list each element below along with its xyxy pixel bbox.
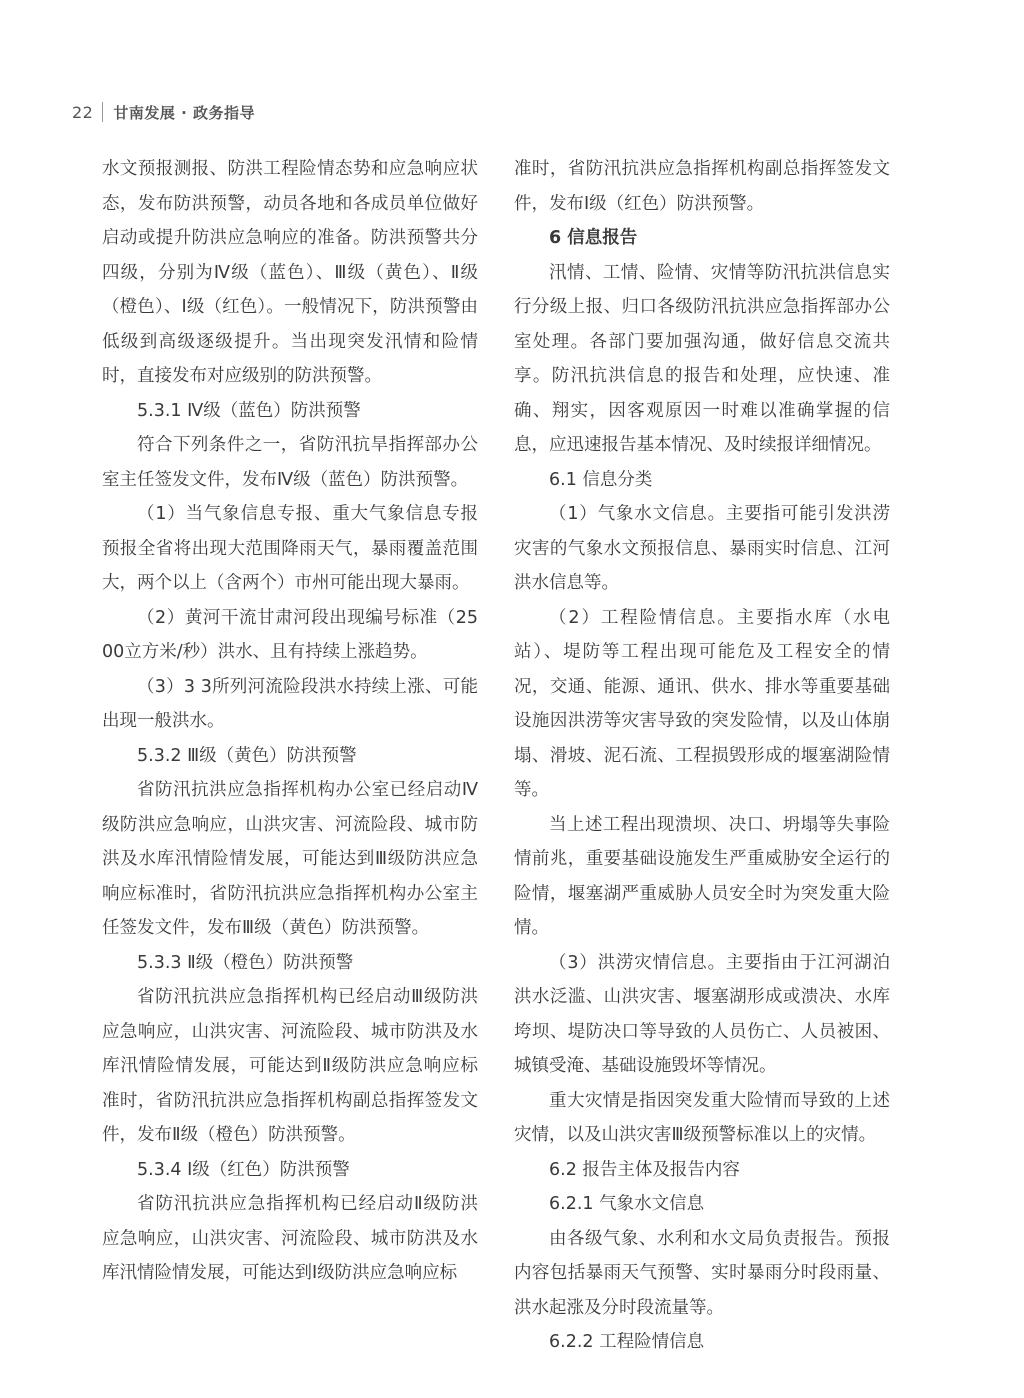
section-heading: 5.3.3 Ⅱ级（橙色）防洪预警 (137, 952, 354, 973)
header-divider (102, 102, 103, 122)
paragraph: 汛情、工情、险情、灾情等防汛抗洪信息实行分级上报、归口各级防汛抗洪应急指挥部办公室处理。各部门要加强沟通，做好信息交流共享。防汛抗洪信息的报告和处理，应快速、准确、翔实，因客观原因一时难以准确掌握的信息，应迅速报告基本情况、及时续报详细情况。 (514, 262, 890, 455)
paragraph: （1）气象水文信息。主要指可能引发洪涝灾害的气象水文预报信息、暴雨实时信息、江河洪水信息等。 (514, 504, 890, 593)
paragraph: 省防汛抗洪应急指挥机构已经启动Ⅲ级防洪应急响应，山洪灾害、河流险段、城市防洪及水库汛情险情发展，可能达到Ⅱ级防洪应急响应标准时，省防汛抗洪应急指挥机构副总指挥签发文件，发布Ⅱ级（橙色）防洪预警。 (102, 987, 478, 1145)
section-heading: 6.1 信息分类 (549, 469, 653, 490)
section-heading: 5.3.1 Ⅳ级（蓝色）防洪预警 (137, 400, 361, 421)
running-header (72, 100, 255, 124)
section-heading: 5.3.4 Ⅰ级（红色）防洪预警 (137, 1159, 350, 1180)
section-heading: 6.2.2 工程险情信息 (549, 1332, 705, 1352)
paragraph: （3）洪涝灾情信息。主要指由于江河湖泊洪水泛滥、山洪灾害、堰塞湖形成或溃决、水库垮坝、堤防决口等导致的人员伤亡、人员被困、城镇受淹、基础设施毁坏等情况。 (514, 952, 890, 1076)
paragraph: 省防汛抗洪应急指挥机构已经启动Ⅱ级防洪应急响应，山洪灾害、河流险段、城市防洪及水库汛情险情发展，可能达到Ⅰ级防洪应急响应标 (102, 1194, 478, 1283)
paragraph: （2）黄河干流甘肃河段出现编号标准（2500立方米/秒）洪水、且有持续上涨趋势。 (102, 607, 478, 662)
paragraph: （3）3 3所列河流险段洪水持续上涨、可能出现一般洪水。 (102, 676, 478, 731)
paragraph: 符合下列条件之一，省防汛抗旱指挥部办公室主任签发文件，发布Ⅳ级（蓝色）防洪预警。 (102, 435, 478, 490)
paragraph: 重大灾情是指因突发重大险情而导致的上述灾情，以及山洪灾害Ⅲ级预警标准以上的灾情。 (514, 1090, 890, 1145)
paragraph: （1）当气象信息专报、重大气象信息专报预报全省将出现大范围降雨天气，暴雨覆盖范围大，两个以上（含两个）市州可能出现大暴雨。 (102, 504, 478, 593)
paragraph: 当上述工程出现溃坝、决口、坍塌等失事险情前兆，重要基础设施发生严重威胁安全运行的险情，堰塞湖严重威胁人员安全时为突发重大险情。 (514, 814, 890, 938)
page-number: 22 (72, 102, 94, 122)
paragraph: 准时，省防汛抗洪应急指挥机构副总指挥签发文件，发布Ⅰ级（红色）防洪预警。 (514, 159, 890, 214)
section-heading: 6.2 报告主体及报告内容 (549, 1159, 740, 1180)
section-heading: 6.2.1 气象水文信息 (549, 1194, 705, 1214)
publication-title: 甘南发展 · 政务指导 (113, 103, 256, 122)
paragraph: 省防汛抗洪应急指挥机构办公室已经启动Ⅳ级防洪应急响应，山洪灾害、河流险段、城市防洪及水库汛情险情发展，可能达到Ⅲ级防洪应急响应标准时，省防汛抗洪应急指挥机构办公室主任签发文件，发布Ⅲ级（黄色）防洪预警。 (102, 780, 478, 938)
paragraph: （2）工程险情信息。主要指水库（水电站）、堤防等工程出现可能危及工程安全的情况，交通、能源、通讯、供水、排水等重要基础设施因洪涝等灾害导致的突发险情，以及山体崩塌、滑坡、泥石流、工程损毁形成的堰塞湖险情等。 (514, 607, 890, 800)
right-column (514, 152, 890, 1360)
paragraph: 水文预报测报、防洪工程险情态势和应急响应状态，发布防洪预警，动员各地和各成员单位做好启动或提升防洪应急响应的准备。防洪预警共分四级，分别为Ⅳ级（蓝色）、Ⅲ级（黄色）、Ⅱ级（橙色）、Ⅰ级（红色）。一般情况下，防洪预警由低级到高级逐级提升。当出现突发汛情和险情时，直接发布对应级别的防洪预警。 (102, 159, 478, 386)
section-heading: 6 信息报告 (549, 228, 638, 248)
left-column (102, 152, 478, 1291)
section-heading: 5.3.2 Ⅲ级（黄色）防洪预警 (137, 745, 357, 766)
paragraph: 由各级气象、水利和水文局负责报告。预报内容包括暴雨天气预警、实时暴雨分时段雨量、洪水起涨及分时段流量等。 (514, 1228, 890, 1318)
